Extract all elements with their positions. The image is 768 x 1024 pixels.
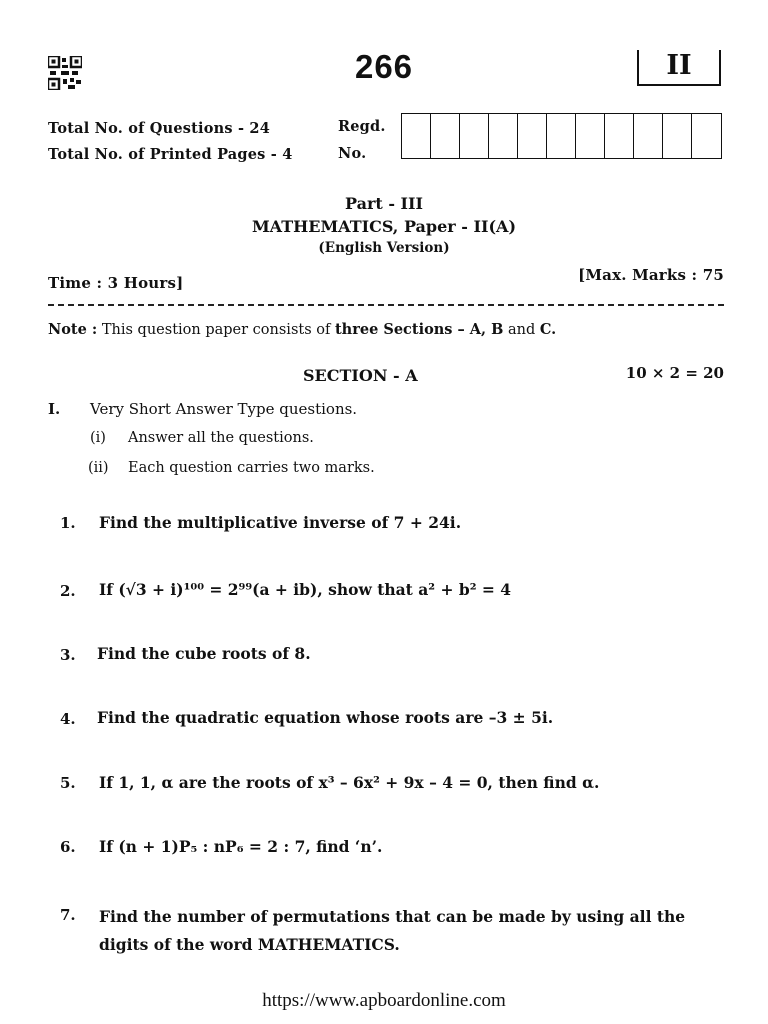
- regd-digit-box: [489, 114, 518, 158]
- question-number: 7.: [60, 906, 76, 924]
- note-text: This question paper consists of: [101, 322, 331, 338]
- regd-digit-box: [518, 114, 547, 158]
- regd-digit-box: [663, 114, 692, 158]
- question-text: Find the cube roots of 8.: [97, 644, 311, 663]
- series-box: II: [637, 50, 721, 86]
- subject-title: MATHEMATICS, Paper - II(A): [251, 217, 517, 236]
- section-marks: 10 × 2 = 20: [625, 364, 724, 382]
- question-number: 4.: [60, 710, 76, 728]
- paper-code: 266: [354, 48, 414, 85]
- instruction-heading: Very Short Answer Type questions.: [90, 400, 358, 418]
- footer-url: https://www.apboardonline.com: [262, 990, 506, 1011]
- section-title: SECTION - A: [303, 366, 418, 385]
- instruction-item: Answer all the questions.: [128, 430, 314, 446]
- note-and: and: [508, 322, 536, 338]
- instruction-item-num: (ii): [88, 460, 109, 476]
- instruction-roman: I.: [48, 400, 61, 418]
- regd-digit-box: [402, 114, 431, 158]
- regd-digit-box: [460, 114, 489, 158]
- regd-digit-box: [634, 114, 663, 158]
- version-label: (English Version): [318, 240, 450, 256]
- question-text-line2: digits of the word MATHEMATICS.: [99, 935, 400, 954]
- regd-digit-box: [692, 114, 721, 158]
- regd-number-grid: [401, 113, 722, 159]
- part-title: Part - III: [344, 194, 424, 213]
- question-text: If (√3 + i)¹⁰⁰ = 2⁹⁹(a + ib), show that a² + b² = 4: [99, 580, 512, 599]
- question-number: 3.: [60, 646, 76, 664]
- question-text-line1: Find the number of permutations that can be made by using all the: [99, 907, 686, 926]
- time-label: Time : 3 Hours]: [48, 274, 184, 292]
- question-number: 5.: [60, 774, 76, 792]
- note-label: Note :: [48, 321, 98, 338]
- regd-digit-box: [605, 114, 634, 158]
- note-sections: three Sections – A, B: [334, 321, 504, 338]
- instruction-item-num: (i): [90, 430, 106, 446]
- regd-digit-box: [576, 114, 605, 158]
- note: [48, 321, 556, 338]
- regd-digit-box: [547, 114, 576, 158]
- note-c: C.: [539, 321, 557, 338]
- question-text: Find the multiplicative inverse of 7 + 24i.: [99, 513, 462, 532]
- max-marks-label: [Max. Marks : 75: [578, 266, 724, 284]
- instruction-item: Each question carries two marks.: [128, 460, 375, 476]
- total-questions: Total No. of Questions - 24: [48, 120, 271, 137]
- regd-label-no: No.: [338, 145, 367, 162]
- total-pages: Total No. of Printed Pages - 4: [48, 146, 293, 163]
- question-text: If (n + 1)P₅ : nP₆ = 2 : 7, find ‘n’.: [99, 837, 383, 856]
- question-number: 1.: [60, 514, 76, 532]
- question-text: If 1, 1, α are the roots of x³ – 6x² + 9x – 4 = 0, then find α.: [99, 773, 600, 792]
- regd-label: Regd.: [338, 118, 386, 135]
- question-number: 6.: [60, 838, 76, 856]
- regd-digit-box: [431, 114, 460, 158]
- question-text: Find the quadratic equation whose roots are –3 ± 5i.: [97, 708, 554, 727]
- dashed-divider: [48, 304, 724, 306]
- question-number: 2.: [60, 582, 76, 600]
